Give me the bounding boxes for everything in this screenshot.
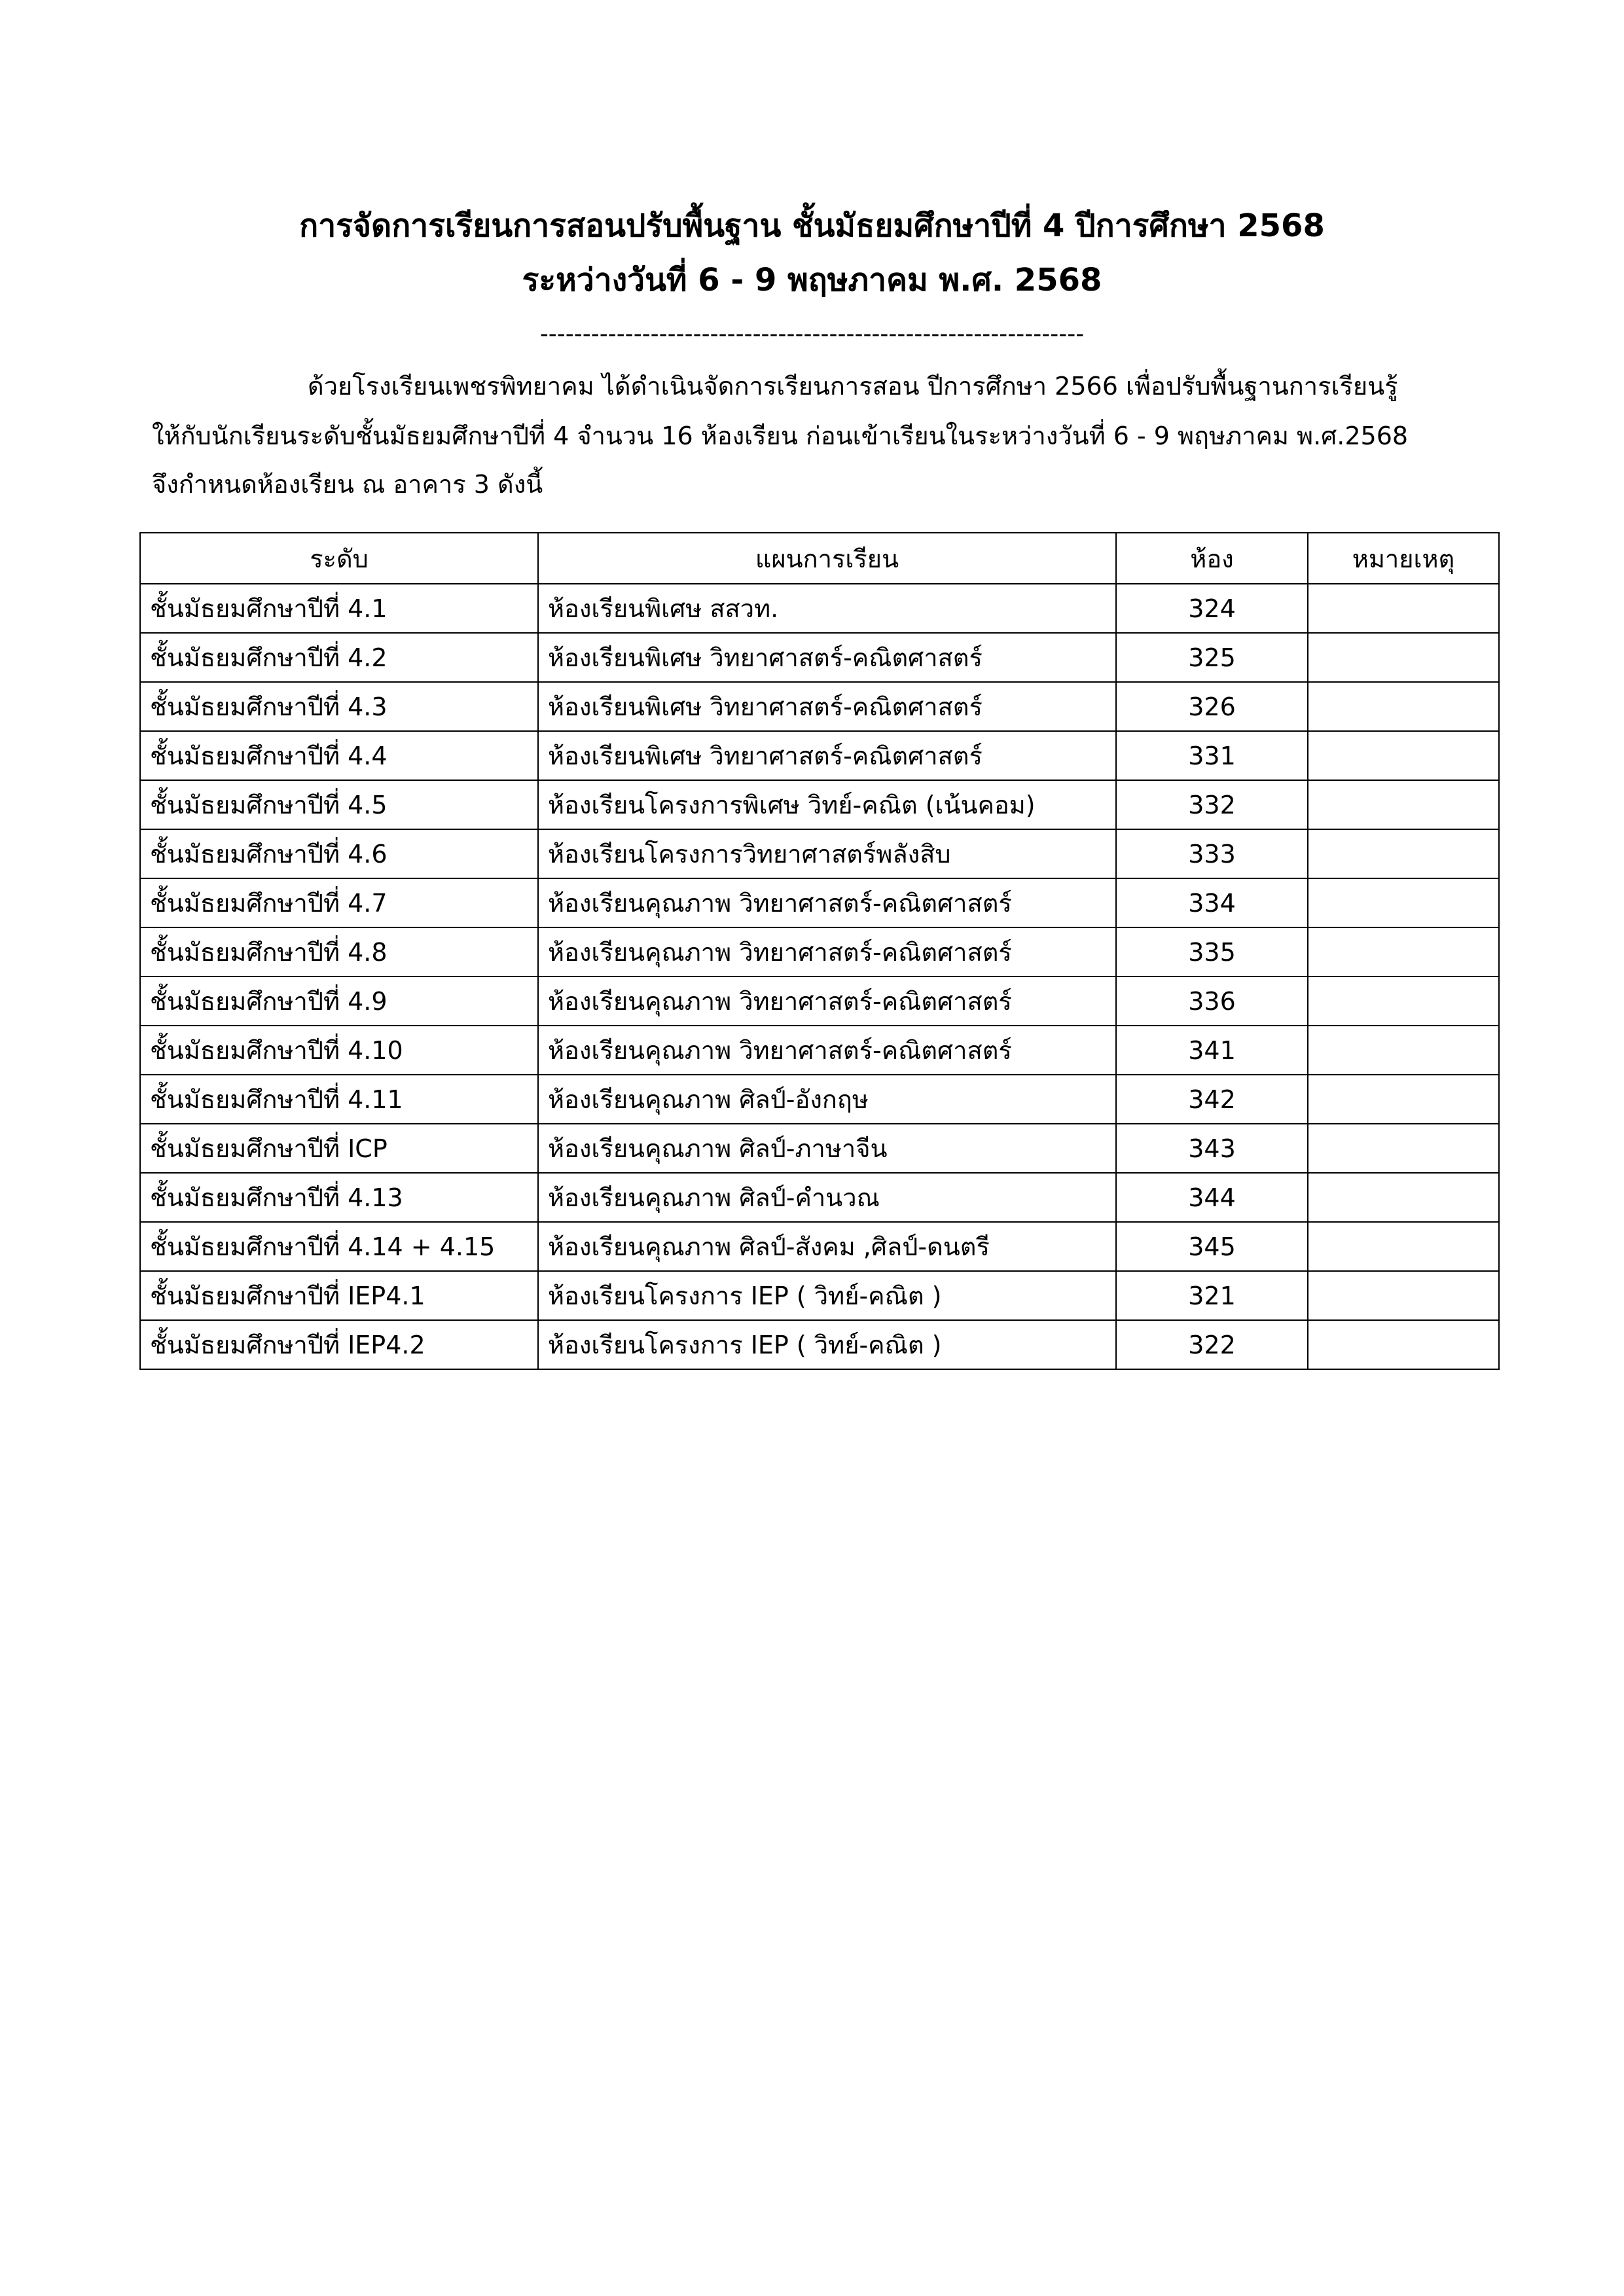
table-row (140, 1124, 1499, 1173)
cell-plan: ห้องเรียนพิเศษ วิทยาศาสตร์-คณิตศาสตร์ (538, 731, 1116, 780)
paragraph-line-1: ด้วยโรงเรียนเพชรพิทยาคม ได้ดำเนินจัดการเรียนการสอน ปีการศึกษา 2566 เพื่อปรับพื้นฐานการเรียนรู้ (308, 372, 1398, 401)
cell-note (1308, 1320, 1499, 1369)
cell-note (1308, 584, 1499, 633)
table-header-row (140, 533, 1499, 584)
table-row (140, 1173, 1499, 1222)
cell-plan: ห้องเรียนคุณภาพ วิทยาศาสตร์-คณิตศาสตร์ (538, 927, 1116, 977)
cell-level: ชั้นมัธยมศึกษาปีที่ 4.1 (140, 584, 538, 633)
paragraph-line-3: จึงกำหนดห้องเรียน ณ อาคาร 3 ดังนี้ (152, 470, 543, 499)
document-title-line-1: การจัดการเรียนการสอนปรับพื้นฐาน ชั้นมัธยมศึกษาปีที่ 4 ปีการศึกษา 2568 (299, 207, 1325, 244)
table-row (140, 731, 1499, 780)
cell-room: 333 (1116, 829, 1308, 878)
header-plan: แผนการเรียน (538, 533, 1116, 584)
cell-level: ชั้นมัธยมศึกษาปีที่ 4.7 (140, 878, 538, 927)
table-row (140, 780, 1499, 829)
cell-room: 321 (1116, 1271, 1308, 1320)
cell-note (1308, 633, 1499, 682)
cell-plan: ห้องเรียนคุณภาพ ศิลป์-สังคม ,ศิลป์-ดนตรี (538, 1222, 1116, 1271)
cell-plan: ห้องเรียนคุณภาพ วิทยาศาสตร์-คณิตศาสตร์ (538, 1026, 1116, 1075)
header-note: หมายเหตุ (1308, 533, 1499, 584)
cell-room: 344 (1116, 1173, 1308, 1222)
table-row (140, 1075, 1499, 1124)
cell-room: 341 (1116, 1026, 1308, 1075)
cell-note (1308, 927, 1499, 977)
cell-plan: ห้องเรียนคุณภาพ วิทยาศาสตร์-คณิตศาสตร์ (538, 977, 1116, 1026)
cell-room: 335 (1116, 927, 1308, 977)
table-row (140, 927, 1499, 977)
cell-level: ชั้นมัธยมศึกษาปีที่ 4.13 (140, 1173, 538, 1222)
cell-plan: ห้องเรียนคุณภาพ ศิลป์-คำนวณ (538, 1173, 1116, 1222)
cell-level: ชั้นมัธยมศึกษาปีที่ IEP4.1 (140, 1271, 538, 1320)
cell-level: ชั้นมัธยมศึกษาปีที่ 4.14 + 4.15 (140, 1222, 538, 1271)
cell-level: ชั้นมัธยมศึกษาปีที่ 4.8 (140, 927, 538, 977)
cell-room: 332 (1116, 780, 1308, 829)
cell-note (1308, 1222, 1499, 1271)
cell-plan: ห้องเรียนโครงการพิเศษ วิทย์-คณิต (เน้นคอม) (538, 780, 1116, 829)
cell-level: ชั้นมัธยมศึกษาปีที่ 4.4 (140, 731, 538, 780)
cell-plan: ห้องเรียนโครงการวิทยาศาสตร์พลังสิบ (538, 829, 1116, 878)
cell-room: 324 (1116, 584, 1308, 633)
cell-level: ชั้นมัธยมศึกษาปีที่ 4.2 (140, 633, 538, 682)
cell-plan: ห้องเรียนพิเศษ วิทยาศาสตร์-คณิตศาสตร์ (538, 633, 1116, 682)
cell-room: 322 (1116, 1320, 1308, 1369)
cell-note (1308, 1173, 1499, 1222)
table-body (140, 584, 1499, 1369)
classroom-schedule-table (139, 532, 1500, 1370)
cell-level: ชั้นมัธยมศึกษาปีที่ 4.5 (140, 780, 538, 829)
cell-note (1308, 1271, 1499, 1320)
table-row (140, 633, 1499, 682)
cell-level: ชั้นมัธยมศึกษาปีที่ 4.3 (140, 682, 538, 731)
table-row (140, 829, 1499, 878)
table-row (140, 1271, 1499, 1320)
cell-note (1308, 682, 1499, 731)
table-row (140, 584, 1499, 633)
cell-plan: ห้องเรียนคุณภาพ ศิลป์-อังกฤษ (538, 1075, 1116, 1124)
cell-level: ชั้นมัธยมศึกษาปีที่ 4.9 (140, 977, 538, 1026)
cell-note (1308, 977, 1499, 1026)
paragraph-line-2: ให้กับนักเรียนระดับชั้นมัธยมศึกษาปีที่ 4 จำนวน 16 ห้องเรียน ก่อนเข้าเรียนในระหว่างวันที่ 6 - 9 พฤษภาคม พ.ศ.2568 (152, 422, 1409, 450)
cell-level: ชั้นมัธยมศึกษาปีที่ 4.10 (140, 1026, 538, 1075)
cell-note (1308, 1075, 1499, 1124)
cell-level: ชั้นมัธยมศึกษาปีที่ ICP (140, 1124, 538, 1173)
document-title-line-2: ระหว่างวันที่ 6 - 9 พฤษภาคม พ.ศ. 2568 (522, 262, 1102, 298)
cell-room: 325 (1116, 633, 1308, 682)
table-row (140, 682, 1499, 731)
cell-room: 331 (1116, 731, 1308, 780)
cell-level: ชั้นมัธยมศึกษาปีที่ 4.11 (140, 1075, 538, 1124)
table-row (140, 1222, 1499, 1271)
cell-room: 326 (1116, 682, 1308, 731)
cell-note (1308, 731, 1499, 780)
cell-note (1308, 1124, 1499, 1173)
cell-room: 342 (1116, 1075, 1308, 1124)
cell-plan: ห้องเรียนคุณภาพ ศิลป์-ภาษาจีน (538, 1124, 1116, 1173)
cell-room: 345 (1116, 1222, 1308, 1271)
header-level: ระดับ (140, 533, 538, 584)
table-row (140, 1026, 1499, 1075)
cell-plan: ห้องเรียนโครงการ IEP ( วิทย์-คณิต ) (538, 1320, 1116, 1369)
cell-level: ชั้นมัธยมศึกษาปีที่ IEP4.2 (140, 1320, 538, 1369)
cell-plan: ห้องเรียนพิเศษ สสวท. (538, 584, 1116, 633)
cell-note (1308, 780, 1499, 829)
cell-room: 334 (1116, 878, 1308, 927)
cell-level: ชั้นมัธยมศึกษาปีที่ 4.6 (140, 829, 538, 878)
cell-room: 336 (1116, 977, 1308, 1026)
cell-note (1308, 829, 1499, 878)
cell-plan: ห้องเรียนพิเศษ วิทยาศาสตร์-คณิตศาสตร์ (538, 682, 1116, 731)
cell-plan: ห้องเรียนโครงการ IEP ( วิทย์-คณิต ) (538, 1271, 1116, 1320)
cell-note (1308, 1026, 1499, 1075)
cell-note (1308, 878, 1499, 927)
table-row (140, 977, 1499, 1026)
table-row (140, 1320, 1499, 1369)
header-room: ห้อง (1116, 533, 1308, 584)
table-row (140, 878, 1499, 927)
cell-room: 343 (1116, 1124, 1308, 1173)
cell-plan: ห้องเรียนคุณภาพ วิทยาศาสตร์-คณิตศาสตร์ (538, 878, 1116, 927)
divider-line: ---------------------------------------------------------------- (539, 321, 1085, 348)
